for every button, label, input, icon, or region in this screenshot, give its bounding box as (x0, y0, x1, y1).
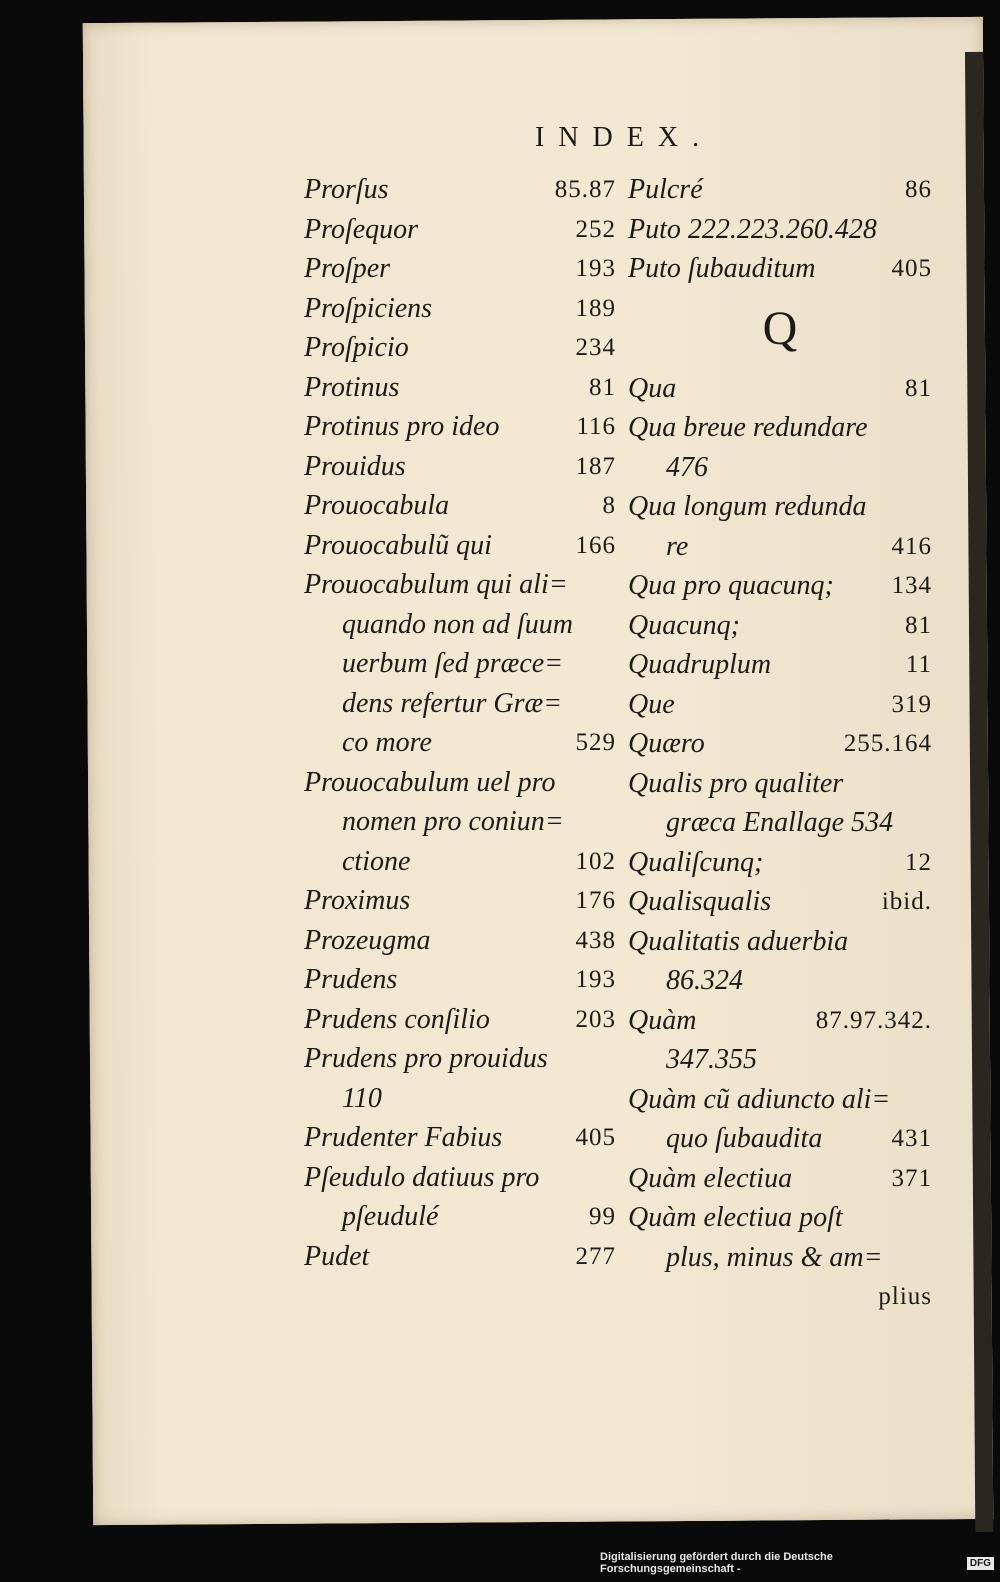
index-entry (628, 803, 932, 843)
index-entry (304, 960, 616, 1000)
index-entry (628, 843, 932, 883)
page-reference: plius (878, 1283, 932, 1310)
index-term: Prouidus (304, 450, 406, 482)
page-reference: 12 (905, 848, 932, 876)
index-entry (628, 961, 932, 1001)
index-entry (304, 684, 616, 724)
index-term: Prudens conſilio (304, 1003, 490, 1035)
page-reference: 86 (905, 176, 932, 203)
index-entry (304, 289, 616, 329)
page-reference: 319 (891, 690, 932, 718)
index-term: Quàm electiua (628, 1162, 793, 1194)
index-entry (304, 328, 616, 368)
index-entry (304, 565, 616, 605)
index-term: Quacunq; (628, 609, 740, 641)
index-term: Proſpicio (304, 332, 409, 363)
index-term: Prudenter Fabius (304, 1122, 503, 1153)
index-entry (304, 1039, 616, 1079)
index-term: Quadruplum (628, 649, 772, 680)
page-reference: 529 (575, 729, 616, 756)
index-term: quo ſubaudita (666, 1123, 823, 1154)
index-term: re (666, 530, 689, 562)
page-reference: 187 (575, 452, 616, 480)
digitization-footer (600, 1552, 1000, 1574)
index-term: dens refertur Græ= (342, 687, 563, 719)
index-entry (628, 1159, 932, 1199)
index-term: Proximus (304, 885, 411, 916)
index-entry (628, 1198, 932, 1238)
page-reference: 255.164 (843, 730, 932, 757)
index-term: Qualisqualis (628, 886, 772, 917)
index-entry (628, 922, 932, 962)
page-reference: 81 (905, 374, 932, 402)
page-reference: 438 (575, 926, 616, 954)
index-term: Pulcré (628, 174, 703, 205)
section-letter: Q (762, 301, 798, 355)
index-entry (628, 882, 932, 922)
index-term: uerbum ſed præce= (342, 648, 564, 679)
index-entry (628, 369, 932, 409)
page-reference: 8 (602, 492, 616, 519)
index-entry (304, 1079, 616, 1119)
index-term: pſeudulé (342, 1201, 439, 1232)
index-term: 476 (666, 451, 708, 483)
dfg-logo: DFG (967, 1557, 994, 1570)
index-term: Qua (628, 372, 677, 404)
index-term: Proſequor (304, 213, 419, 245)
index-term: Quæro (628, 728, 705, 759)
index-column-right (628, 170, 932, 1317)
index-entry (628, 170, 932, 210)
index-entry (304, 526, 616, 566)
page-reference: ibid. (881, 888, 932, 915)
page-reference: 176 (575, 887, 616, 914)
index-term: Protinus (304, 371, 400, 403)
index-term: Que (628, 688, 675, 720)
page-reference: 405 (891, 255, 932, 282)
index-entry (304, 605, 616, 645)
index-term: Qua longum redunda (628, 491, 867, 522)
index-term: Quàm (628, 1004, 697, 1036)
index-term: Puto ſubauditum (628, 253, 816, 284)
index-entry (304, 881, 616, 921)
page-reference: 277 (575, 1242, 616, 1270)
page-reference: 99 (589, 1203, 616, 1230)
index-entry (628, 1001, 932, 1041)
index-entry (304, 368, 616, 408)
index-entry (304, 486, 616, 526)
index-term: 110 (342, 1082, 382, 1114)
index-entry (628, 1277, 932, 1317)
index-entry (628, 249, 932, 289)
index-term: Quàm electiua poſt (628, 1202, 843, 1233)
index-term: græca Enallage 534 (666, 807, 894, 838)
page-reference: 203 (575, 1005, 616, 1033)
index-entry (304, 644, 616, 684)
index-entry (628, 606, 932, 646)
index-term: Qualitatis aduerbia (628, 925, 849, 957)
page-reference: 102 (575, 847, 616, 875)
index-term: Prudens pro prouidus (304, 1043, 548, 1074)
footer-text: Digitalisierung gefördert durch die Deutsche Forschungsgemeinschaft - (600, 1551, 833, 1575)
index-term: Prudens (304, 964, 398, 995)
index-term: Qua breue redundare (628, 412, 868, 443)
index-entry (628, 1040, 932, 1080)
index-term: Prouocabulum uel pro (304, 766, 556, 798)
page-reference: 252 (575, 215, 616, 243)
page-heading: INDEX. (535, 122, 714, 153)
index-entry (628, 487, 932, 527)
index-term: Puto 222.223.260.428 (628, 213, 877, 245)
index-entry (304, 1118, 616, 1158)
index-entry (628, 1080, 932, 1120)
index-term: Prouocabulum qui ali= (304, 569, 568, 600)
page-reference: 85.87 (554, 176, 616, 203)
index-term: quando non ad ſuum (342, 608, 573, 640)
index-entry (304, 921, 616, 961)
page-reference: 193 (575, 255, 616, 282)
index-entry (304, 763, 616, 803)
index-term: plus, minus & am= (666, 1241, 883, 1273)
index-term: co more (342, 727, 432, 758)
page-reference: 405 (575, 1124, 616, 1151)
index-entry (628, 1119, 932, 1159)
index-entry (628, 685, 932, 725)
index-entry (304, 842, 616, 882)
index-term: Qualiſcunq; (628, 846, 764, 878)
index-entry (304, 1158, 616, 1198)
index-term: Proſper (304, 253, 391, 284)
index-entry (304, 723, 616, 763)
index-entry (304, 1237, 616, 1277)
index-term: Quàm cũ adiuncto ali= (628, 1083, 891, 1115)
index-term: Pſeudulo datiuus pro (304, 1161, 540, 1193)
page-reference: 189 (575, 294, 616, 322)
index-entry (304, 170, 616, 210)
index-entry (304, 1000, 616, 1040)
page-edge-shadow (965, 52, 993, 1532)
index-term: ctione (342, 845, 411, 877)
page-reference: 193 (575, 966, 616, 993)
page-reference: 81 (589, 373, 616, 401)
index-term: Qua pro quacunq; (628, 570, 834, 601)
page-reference: 11 (905, 651, 932, 678)
index-entry (628, 645, 932, 685)
index-term: Prorſus (304, 174, 389, 205)
index-entry (628, 448, 932, 488)
index-entry (304, 210, 616, 250)
page-reference: 134 (891, 572, 932, 599)
index-entry (304, 407, 616, 447)
index-term: Proſpiciens (304, 292, 433, 324)
index-entry (628, 724, 932, 764)
page-reference: 234 (575, 334, 616, 361)
index-entry (628, 527, 932, 567)
page-reference: 416 (891, 532, 932, 560)
page-reference: 87.97.342. (815, 1006, 932, 1034)
index-term: 86.324 (666, 965, 743, 996)
index-entry (628, 408, 932, 448)
index-entry (304, 1197, 616, 1237)
index-column-left (304, 170, 616, 1276)
index-term: nomen pro coniun= (342, 806, 564, 837)
page-reference: 166 (575, 531, 616, 559)
index-entry (628, 566, 932, 606)
page-reference: 431 (891, 1125, 932, 1152)
index-entry (304, 802, 616, 842)
index-entry (304, 249, 616, 289)
index-term: Protinus pro ideo (304, 411, 500, 442)
index-term: Qualis pro qualiter (628, 767, 844, 799)
index-term: Prozeugma (304, 924, 431, 956)
index-entry (628, 764, 932, 804)
index-entry (628, 1238, 932, 1278)
page-reference: 81 (905, 611, 932, 639)
index-term: Prouocabulũ qui (304, 529, 492, 561)
page-reference: 116 (576, 413, 616, 440)
index-term: 347.355 (666, 1044, 757, 1075)
index-term: Prouocabula (304, 490, 450, 521)
index-entry (304, 447, 616, 487)
page-reference: 371 (891, 1164, 932, 1192)
index-term: Pudet (304, 1240, 370, 1272)
index-entry (628, 210, 932, 250)
